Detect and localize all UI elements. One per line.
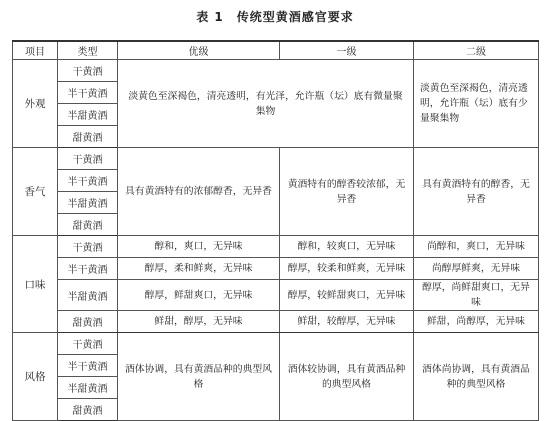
appearance-second: 淡黄色至深褐色，清亮透明，允许瓶（坛）底有少量聚集物	[414, 60, 539, 148]
type-cell: 半甜黄酒	[58, 280, 118, 311]
taste-second: 醇厚，尚鲜甜爽口，无异味	[414, 280, 539, 311]
taste-second: 鲜甜，尚醇厚，无异味	[414, 311, 539, 333]
style-first: 酒体较协调，具有黄酒品种的典型风格	[280, 333, 414, 421]
type-cell: 半干黄酒	[58, 258, 118, 280]
style-excellent: 酒体协调，具有黄酒品种的典型风格	[118, 333, 280, 421]
appearance-excellent-first: 淡黄色至深褐色，清亮透明，有光泽，允许瓶（坛）底有微量聚集物	[118, 60, 414, 148]
taste-first: 醇厚，较鲜甜爽口，无异味	[280, 280, 414, 311]
type-cell: 干黄酒	[58, 333, 118, 355]
aroma-second: 具有黄酒特有的醇香，无异香	[414, 148, 539, 236]
sensory-requirements-table	[12, 40, 539, 421]
category-aroma: 香气	[13, 148, 58, 236]
header-excellent: 优级	[118, 41, 280, 60]
type-cell: 甜黄酒	[58, 126, 118, 148]
header-item: 项目	[13, 41, 58, 60]
taste-excellent: 醇厚，鲜甜爽口，无异味	[118, 280, 280, 311]
type-cell: 甜黄酒	[58, 399, 118, 421]
taste-first: 醇和，较爽口，无异味	[280, 236, 414, 258]
table-row	[13, 236, 539, 258]
type-cell: 半甜黄酒	[58, 377, 118, 399]
type-cell: 甜黄酒	[58, 214, 118, 236]
type-cell: 干黄酒	[58, 60, 118, 82]
table-row	[13, 148, 539, 170]
header-type: 类型	[58, 41, 118, 60]
taste-excellent: 醇厚，柔和鲜爽，无异味	[118, 258, 280, 280]
table-row	[13, 333, 539, 355]
category-appearance: 外观	[13, 60, 58, 148]
table-row	[13, 60, 539, 82]
header-row	[13, 41, 539, 60]
table-title: 表 1 传统型黄酒感官要求	[196, 10, 354, 24]
type-cell: 半甜黄酒	[58, 104, 118, 126]
taste-second: 尚醇和，爽口，无异味	[414, 236, 539, 258]
taste-excellent: 醇和，爽口，无异味	[118, 236, 280, 258]
type-cell: 干黄酒	[58, 236, 118, 258]
table-row	[13, 258, 539, 280]
type-cell: 甜黄酒	[58, 311, 118, 333]
category-taste: 口味	[13, 236, 58, 333]
taste-second: 尚醇厚鲜爽，无异味	[414, 258, 539, 280]
type-cell: 半干黄酒	[58, 355, 118, 377]
style-second: 酒体尚协调，具有黄酒品种的典型风格	[414, 333, 539, 421]
header-second: 二级	[414, 41, 539, 60]
taste-first: 鲜甜，较醇厚，无异味	[280, 311, 414, 333]
type-cell: 半甜黄酒	[58, 192, 118, 214]
table-row	[13, 311, 539, 333]
type-cell: 干黄酒	[58, 148, 118, 170]
type-cell: 半干黄酒	[58, 170, 118, 192]
taste-excellent: 鲜甜，醇厚，无异味	[118, 311, 280, 333]
category-style: 风格	[13, 333, 58, 421]
aroma-excellent: 具有黄酒特有的浓郁醇香，无异香	[118, 148, 280, 236]
taste-first: 醇厚，较柔和鲜爽，无异味	[280, 258, 414, 280]
aroma-first: 黄酒特有的醇香较浓郁，无异香	[280, 148, 414, 236]
table-row	[13, 280, 539, 311]
header-first: 一级	[280, 41, 414, 60]
type-cell: 半干黄酒	[58, 82, 118, 104]
